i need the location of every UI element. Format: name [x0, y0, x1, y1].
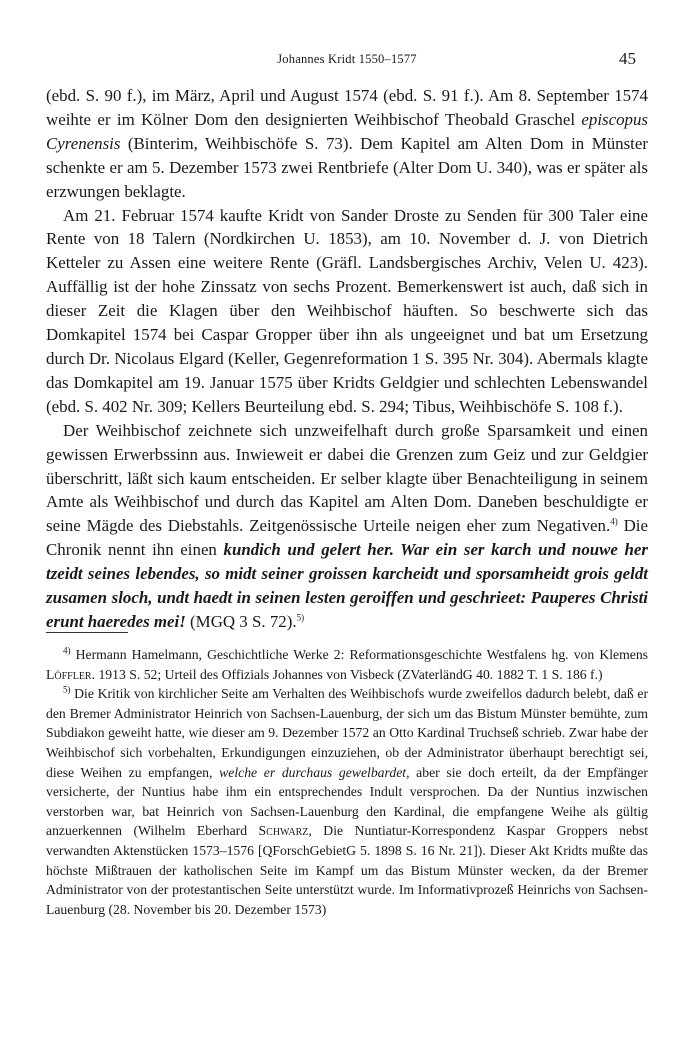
running-title: Johannes Kridt 1550–1577 [277, 52, 417, 66]
paragraph-3-text: Der Weihbischof zeichnete sich unzweifelhaft durch große Sparsamkeit und einen gewissen Erwerbssinn aus. Inwieweit er dabei die Grenzen zum Geiz und zur Geldgier überschritt, läßt sich kaum entscheiden. Er selber klagte über Benachteiligung in seinem Amte als Weihbischof und durch das Kapitel am Alten Dom. Daneben beschuldigte er seine Mägde des Diebstahls. Zeitgenössische Urteile neigen eher zum Negativen. [46, 420, 648, 536]
paragraph-3-text-mid: Die Chronik nennt ihn einen [46, 516, 648, 560]
paragraph-1-text-end: (Binterim, Weihbischöfe S. 73). Dem Kapitel am Alten Dom in Münster schenkte er am 5. Dezember 1573 zwei Rentbriefe (Alter Dom U. 340), was er später als erzwungen beklagte. [46, 133, 648, 201]
footnote-5-mark: 5) [63, 684, 71, 695]
footnote-5-text-mid: , aber sie doch erteilt, da der Empfänger versicherte, der Nuntius habe ihm ein entsprechendes Indult versprochen. Da der Nuntius inzwischen verstorben war, bat Heinrich von Sachsen-Lauenburg den Kardinal, die empfangene Weihe als gültig anzuerkennen (Wilhelm Eberhard [46, 764, 648, 839]
footnote-ref-5[interactable]: 5) [296, 612, 305, 623]
footnote-5-quote: welche er durchaus gewelbardet [219, 764, 407, 780]
paragraph-3-text-end: (MGQ 3 S. 72). [185, 611, 297, 631]
running-head [46, 50, 648, 70]
paragraph-1 [46, 84, 648, 204]
paragraph-2 [46, 204, 648, 419]
footnote-ref-4[interactable]: 4) [610, 516, 618, 527]
latin-title: episcopus Cyrenensis [46, 109, 648, 153]
paragraph-1-text: (ebd. S. 90 f.), im März, April und August 1574 (ebd. S. 91 f.). Am 8. September 1574 weihte er im Kölner Dom den designierten Weihbischof Theobald Graschel [46, 86, 648, 129]
footnote-4-text: Hermann Hamelmann, Geschichtliche Werke 2: Reformationsgeschichte Westfalens hg. von Klemens [70, 647, 648, 662]
footnote-5-text: Die Kritik von kirchlicher Seite am Verhalten des Weihbischofs wurde zweifellos dadurch belebt, daß er den Bremer Administrator Heinrich von Sachsen-Lauenburg, der sich um das Bistum Münster bemühte, zum Subdiakon geweiht hatte, wie dieser am 9. Dezember 1572 an Otto Kardinal Truchseß schrieb. Zwar habe der Weihbischof sich vorbehalten, Erkundigungen einzuziehen, ob der Administrator überhaupt berechtigt sei, diese Weihen zu empfangen, [46, 686, 648, 780]
footnote-4-editor: Löffler [46, 666, 92, 682]
body-text [46, 84, 648, 634]
footnote-5-author: Schwarz [258, 823, 309, 839]
footnote-4-text-end: . 1913 S. 52; Urteil des Offizials Johannes von Visbeck (ZVaterländG 40. 1882 T. 1 S. 186 f.) [91, 666, 603, 682]
footnote-rule [46, 632, 128, 633]
footnote-4-mark: 4) [63, 645, 71, 656]
footnotes [46, 645, 648, 919]
footnote-4 [46, 645, 648, 684]
page-number: 45 [619, 49, 636, 68]
chronicle-quote: kundich und gelert her. War ein ser karch und nouwe her tzeidt seines lebendes, so midt seiner groissen karcheidt und sporsamheidt grois geldt zusamen sloch, undt haedt in seinen lesten geroiffen und geschrieet: Pauperes Christi erunt haeredes mei! [46, 540, 648, 631]
footnote-5 [46, 684, 648, 919]
paragraph-2-text: Am 21. Februar 1574 kaufte Kridt von Sander Droste zu Senden für 300 Taler eine Rente von 18 Talern (Nordkirchen U. 1853), am 10. November d. J. von Dietrich Ketteler zu Assen eine weitere Rente (Gräfl. Landsbergisches Archiv, Velen U. 423). Auffällig ist der hohe Zinssatz von sechs Prozent. Bemerkenswert ist auch, daß sich in dieser Zeit die Klagen über den Weihbischof häuften. So beschwerte sich das Domkapitel 1574 bei Caspar Gropper über ihn als ungeeignet und bat um Ersetzung durch Dr. Nicolaus Elgard (Keller, Gegenreformation 1 S. 395 Nr. 304). Abermals klagte das Domkapitel am 19. Januar 1575 über Kridts Geldgier und schlechten Lebenswandel (ebd. S. 402 Nr. 309; Kellers Beurteilung ebd. S. 294; Tibus, Weihbischöfe S. 108 f.). [46, 205, 648, 416]
paragraph-3 [46, 419, 648, 634]
footnote-5-text-end: , Die Nuntiatur-Korrespondenz Kaspar Groppers nebst verwandten Aktenstücken 1573–1576 [QForschGebietG 5. 1898 S. 16 Nr. 21]). Dieser Akt Kridts mußte das höchste Mißtrauen der katholischen Seite im Kampf um das Bistum Münster wecken, da der Bremer Administrator von der protestantischen Seite unterstützt wurde. Im Informativprozeß Heinrichs von Sachsen-Lauenburg (28. November bis 20. Dezember 1573) [46, 823, 648, 917]
